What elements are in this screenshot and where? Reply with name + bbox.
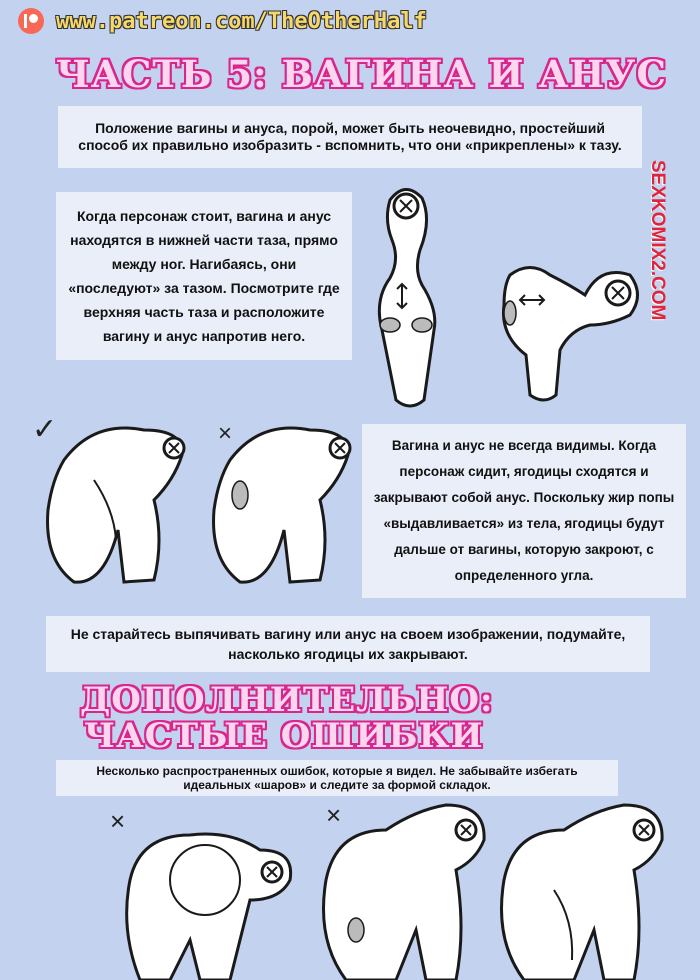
wrong-mark-2: ×	[110, 806, 126, 836]
patreon-url[interactable]: www.patreon.com/TheOtherHalf	[56, 8, 427, 34]
seated-wrong-figure	[200, 410, 360, 590]
mistake-figure-1	[120, 820, 300, 980]
standing-text: Когда персонаж стоит, вагина и анус находятся в нижней части таза, прямо между ног. Нагибаясь, они «последуют» за тазом. Посмотрите где верхняя часть таза и расположите вагину и анус напротив него.	[68, 208, 340, 344]
intro-text: Положение вагины и ануса, порой, может быть неочевидно, простейший способ их правильно изобразить - вспомнить, что они «прикреплены» к тазу.	[78, 120, 622, 153]
pelvis-standing-figure	[360, 180, 480, 410]
mistake-figure-2	[316, 800, 496, 980]
visibility-box	[362, 424, 686, 598]
standing-box	[56, 192, 352, 360]
page-title: ЧАСТЬ 5: ВАГИНА И АНУС	[56, 52, 667, 96]
mistakes-box	[56, 760, 618, 796]
mistake-figure-3	[494, 800, 674, 980]
wrong-mark-1: ×	[218, 420, 233, 447]
patreon-icon	[18, 8, 44, 34]
subtitle-line-2: ЧАСТЫЕ ОШИБКИ	[84, 716, 484, 756]
advice-text: Не старайтесь выпячивать вагину или анус на своем изображении, подумайте, насколько ягодицы их закрывают.	[70, 626, 626, 662]
pelvis-bent-figure	[490, 255, 650, 405]
correct-mark: ✓	[32, 413, 58, 446]
seated-correct-figure	[34, 410, 194, 590]
watermark: SEXKOMIX2.COM	[647, 160, 668, 321]
patreon-header	[18, 8, 427, 34]
subtitle-line-1: ДОПОЛНИТЕЛЬНО:	[80, 680, 494, 720]
advice-box	[46, 616, 650, 672]
wrong-mark-3: ×	[326, 800, 342, 830]
intro-box	[58, 106, 642, 168]
mistakes-text: Несколько распространенных ошибок, которые я видел. Не забывайте избегать идеальных «шаров» и следите за формой складок.	[96, 764, 578, 792]
visibility-text: Вагина и анус не всегда видимы. Когда персонаж сидит, ягодицы сходятся и закрывают собой анус. Поскольку жир попы «выдавливается» из тела, ягодицы будут дальше от вагины, которую закроют, с определенного угла.	[373, 438, 675, 583]
